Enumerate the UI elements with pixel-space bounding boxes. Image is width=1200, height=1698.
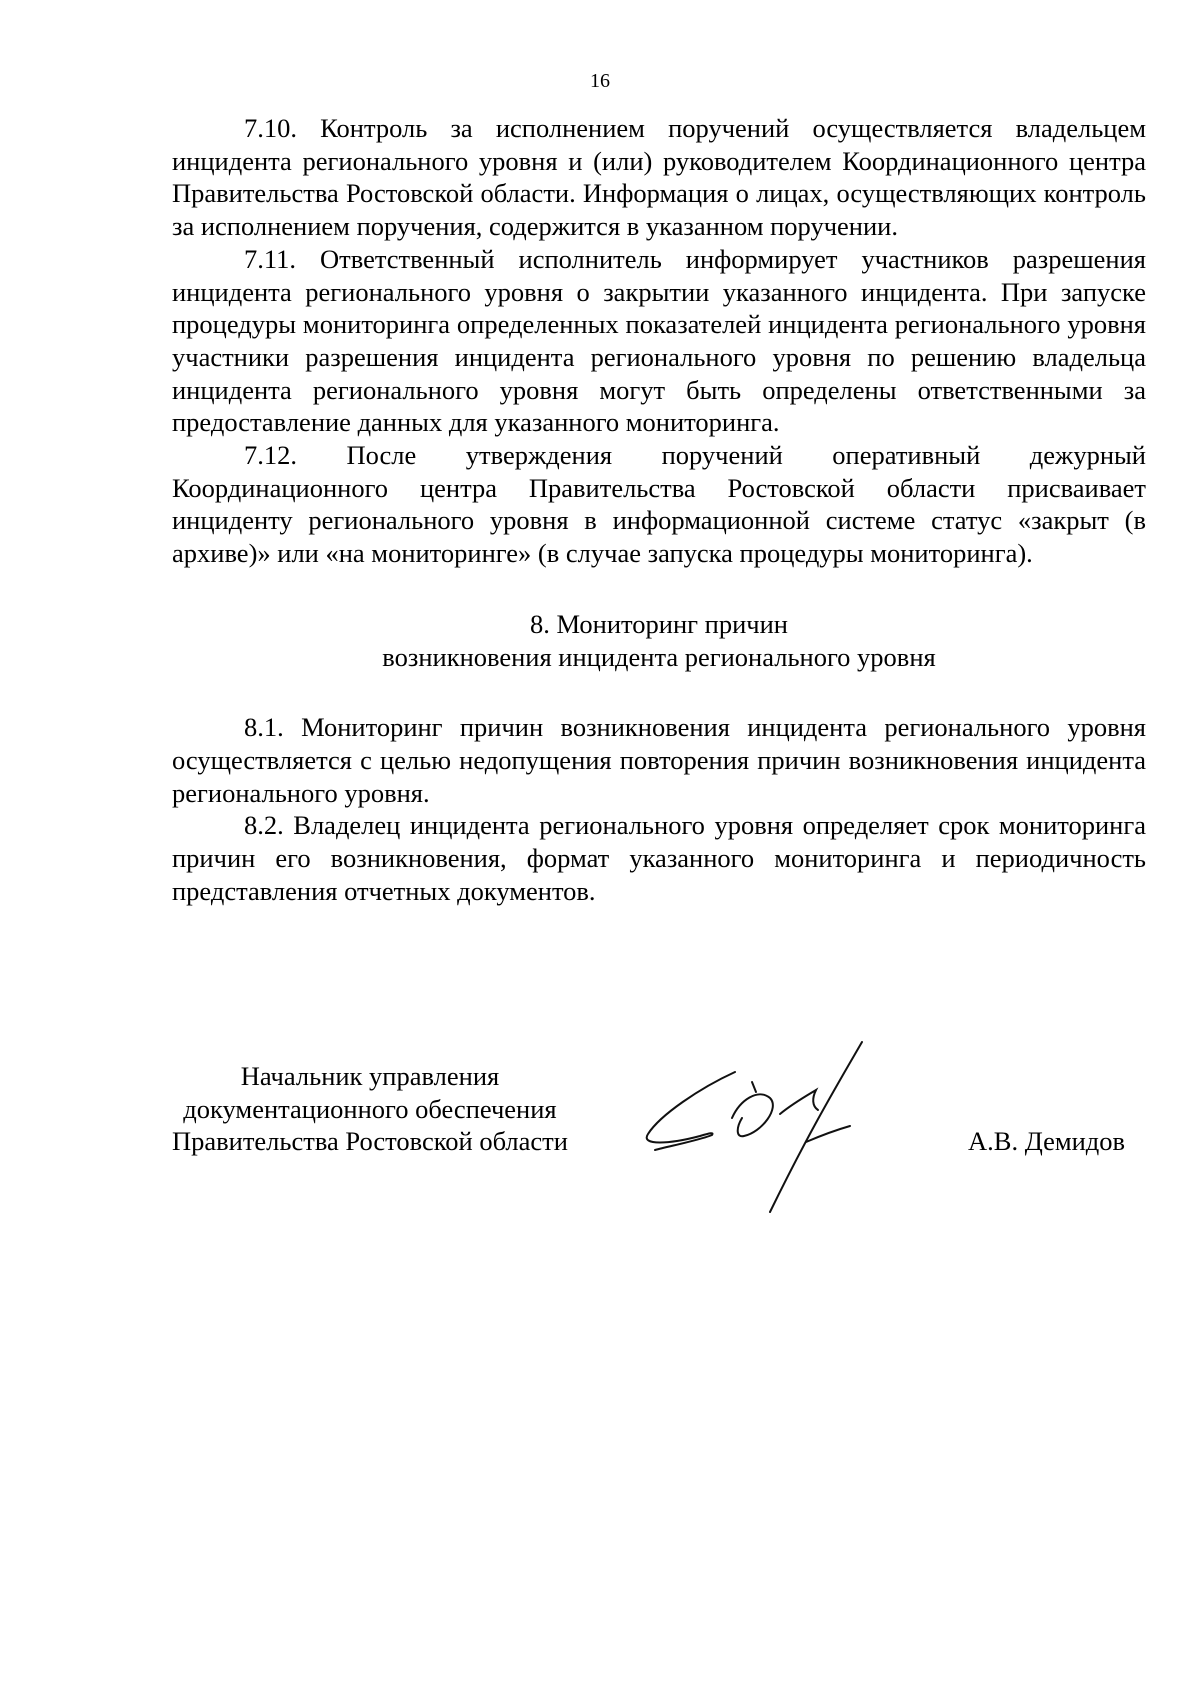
section-8-title-line2: возникновения инцидента регионального уровня <box>382 641 936 672</box>
paragraph-7-10: 7.10. Контроль за исполнением поручений осуществляется владельцем инцидента регионального уровня и (или) руководителем Координационного центра Правительства Ростовской области. Информация о лицах, осуществляющих контроль за исполнением поручения, содержится в указанном поручении. <box>172 113 1146 242</box>
page-number: 16 <box>590 70 610 92</box>
signer-position-line3: Правительства Ростовской области <box>172 1126 568 1157</box>
paragraph-8-1: 8.1. Мониторинг причин возникновения инцидента регионального уровня осуществляется с целью недопущения повторения причин возникновения инцидента регионального уровня. <box>172 712 1146 808</box>
paragraph-7-12: 7.12. После утверждения поручений оперативный дежурный Координационного центра Правительства Ростовской области присваивает инциденту регионального уровня в информационной системе статус «закрыт (в архиве)» или «на мониторинге» (в случае запуска процедуры мониторинга). <box>172 440 1146 569</box>
signer-position-line1: Начальник управления <box>240 1061 500 1091</box>
section-8-title-line1: 8. Мониторинг причин <box>530 608 788 639</box>
signer-position <box>172 1060 568 1158</box>
section-8-heading <box>172 608 1146 673</box>
paragraph-7-11: 7.11. Ответственный исполнитель информирует участников разрешения инцидента регионального уровня о закрытии указанного инцидента. При запуске процедуры мониторинга определенных показателей инцидента регионального уровня участники разрешения инцидента регионального уровня по решению владельца инцидента регионального уровня могут быть определены ответственными за предоставление данных для указанного мониторинга. <box>172 243 1146 438</box>
paragraph-8-2: 8.2. Владелец инцидента регионального уровня определяет срок мониторинга причин его возникновения, формат указанного мониторинга и периодичность представления отчетных документов. <box>172 810 1146 906</box>
handwritten-signature <box>640 1040 940 1215</box>
document-body <box>172 112 1146 907</box>
signer-name: А.В. Демидов <box>968 1126 1126 1156</box>
signer-position-line2: документационного обеспечения <box>183 1093 557 1124</box>
